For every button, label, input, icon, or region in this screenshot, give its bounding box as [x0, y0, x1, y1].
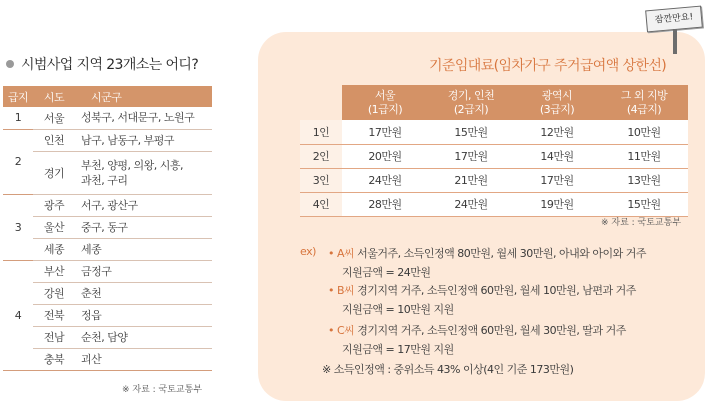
grade-cell: 4: [3, 260, 33, 370]
sido-cell: 광주: [33, 194, 75, 216]
rent-cell: 17만원: [428, 144, 514, 168]
header-line: (2급지): [453, 102, 489, 116]
sigungu-cell: 금정구: [75, 260, 212, 282]
rent-cell: 21만원: [428, 168, 514, 192]
sigungu-cell: 남구, 남동구, 부평구: [75, 129, 212, 151]
header-line: (3급지): [539, 102, 575, 116]
example-amount: 지원금액 = 17만원 지원: [342, 343, 454, 356]
rent-cell: 13만원: [600, 168, 688, 192]
header-line: (4급지): [626, 102, 662, 116]
left-title-text: 시범사업 지역 23개소는 어디?: [21, 57, 199, 73]
table-row: [3, 260, 212, 282]
sido-cell: 서울: [33, 107, 75, 129]
sigungu-cell: [75, 151, 212, 194]
table-row: [3, 194, 212, 216]
sido-cell: 강원: [33, 282, 75, 304]
table-row: [300, 144, 688, 168]
rent-cell: 19만원: [514, 192, 600, 216]
sigungu-cell: 춘천: [75, 282, 212, 304]
header-region: [342, 85, 428, 120]
example-line: 경기지역 거주, 소득인정액 60만원, 월세 10만원, 남편과 거주: [354, 284, 636, 297]
example-line: 서울거주, 소득인정액 80만원, 월세 30만원, 아내와 아이와 거주: [354, 247, 647, 260]
example-person: A씨: [337, 247, 355, 260]
household-cell: 4인: [300, 192, 342, 216]
table-row: [3, 107, 212, 129]
sido-cell: 인천: [33, 129, 75, 151]
sido-cell: 전북: [33, 304, 75, 326]
table-row: [3, 282, 212, 304]
header-sigungu: 시군구: [75, 86, 212, 107]
household-cell: 3인: [300, 168, 342, 192]
sigungu-line: 부천, 양평, 의왕, 시흥,: [81, 158, 183, 172]
table-row: [300, 168, 688, 192]
rent-cell: 28만원: [342, 192, 428, 216]
household-cell: 2인: [300, 144, 342, 168]
region-table: [3, 86, 212, 371]
example-amount: 지원금액 = 10만원 지원: [342, 303, 454, 316]
rent-header-row: [300, 85, 688, 120]
table-row: [3, 348, 212, 370]
header-sido: 시도: [33, 86, 75, 107]
sigungu-cell: 중구, 동구: [75, 216, 212, 238]
rent-source: ※ 자료 : 국토교통부: [601, 218, 682, 228]
signpost-label: 잠깐만요!: [645, 6, 703, 33]
bullet-icon: •: [328, 247, 334, 260]
header-grade: 급지: [3, 86, 33, 107]
rent-cell: 10만원: [600, 120, 688, 144]
rent-cell: 14만원: [514, 144, 600, 168]
header-region: [600, 85, 688, 120]
signpost-icon: [646, 4, 706, 54]
grade-cell: 2: [3, 129, 33, 194]
header-line: 광역시: [541, 88, 573, 102]
example-line: 경기지역 거주, 소득인정액 60만원, 월세 30만원, 딸과 거주: [354, 324, 626, 337]
grade-cell: 3: [3, 194, 33, 260]
rent-cell: 15만원: [428, 120, 514, 144]
header-corner: [300, 85, 342, 120]
ex-label: ex): [300, 245, 316, 258]
panel-title: 기준임대료(임차가구 주거급여액 상한선): [429, 58, 667, 74]
table-row: [300, 192, 688, 216]
table-row: [3, 129, 212, 151]
grade-cell: 1: [3, 107, 33, 129]
sigungu-cell: 괴산: [75, 348, 212, 370]
sido-cell: 충북: [33, 348, 75, 370]
bullet-icon: [6, 60, 14, 68]
table-row: [3, 304, 212, 326]
sigungu-cell: 정읍: [75, 304, 212, 326]
example-person: C씨: [337, 324, 355, 337]
example-item: [328, 245, 646, 280]
rent-cell: 15만원: [600, 192, 688, 216]
bullet-icon: •: [328, 284, 334, 297]
sigungu-line: 과천, 구리: [81, 173, 128, 187]
example-item: [328, 282, 636, 317]
rent-table: [300, 85, 688, 217]
sigungu-cell: 성북구, 서대문구, 노원구: [75, 107, 212, 129]
household-cell: 1인: [300, 120, 342, 144]
footnote: ※ 소득인정액 : 중위소득 43% 이상(4인 기준 173만원): [322, 363, 574, 376]
sigungu-cell: 순천, 담양: [75, 326, 212, 348]
rent-cell: 12만원: [514, 120, 600, 144]
table-row: [3, 151, 212, 194]
header-line: 서울: [374, 88, 396, 102]
rent-cell: 17만원: [514, 168, 600, 192]
rent-cell: 11만원: [600, 144, 688, 168]
region-header-row: [3, 86, 212, 107]
sido-cell: 경기: [33, 151, 75, 194]
header-line: 경기, 인천: [447, 88, 495, 102]
header-line: 그 외 지방: [620, 88, 668, 102]
rent-cell: 20만원: [342, 144, 428, 168]
sido-cell: 부산: [33, 260, 75, 282]
rent-cell: 24만원: [428, 192, 514, 216]
left-source: ※ 자료 : 국토교통부: [122, 385, 203, 395]
example-person: B씨: [337, 284, 355, 297]
sido-cell: 세종: [33, 238, 75, 260]
rent-cell: 24만원: [342, 168, 428, 192]
table-row: [3, 238, 212, 260]
example-item: [328, 322, 626, 357]
signpost-pole: [673, 29, 677, 54]
header-line: (1급지): [367, 102, 403, 116]
table-row: [3, 216, 212, 238]
sigungu-cell: 세종: [75, 238, 212, 260]
header-region: [428, 85, 514, 120]
header-region: [514, 85, 600, 120]
left-title: [6, 54, 198, 74]
sido-cell: 울산: [33, 216, 75, 238]
sigungu-cell: 서구, 광산구: [75, 194, 212, 216]
table-row: [3, 326, 212, 348]
bullet-icon: •: [328, 324, 334, 337]
example-amount: 지원금액 = 24만원: [342, 266, 431, 279]
sido-cell: 전남: [33, 326, 75, 348]
table-row: [300, 120, 688, 144]
rent-cell: 17만원: [342, 120, 428, 144]
